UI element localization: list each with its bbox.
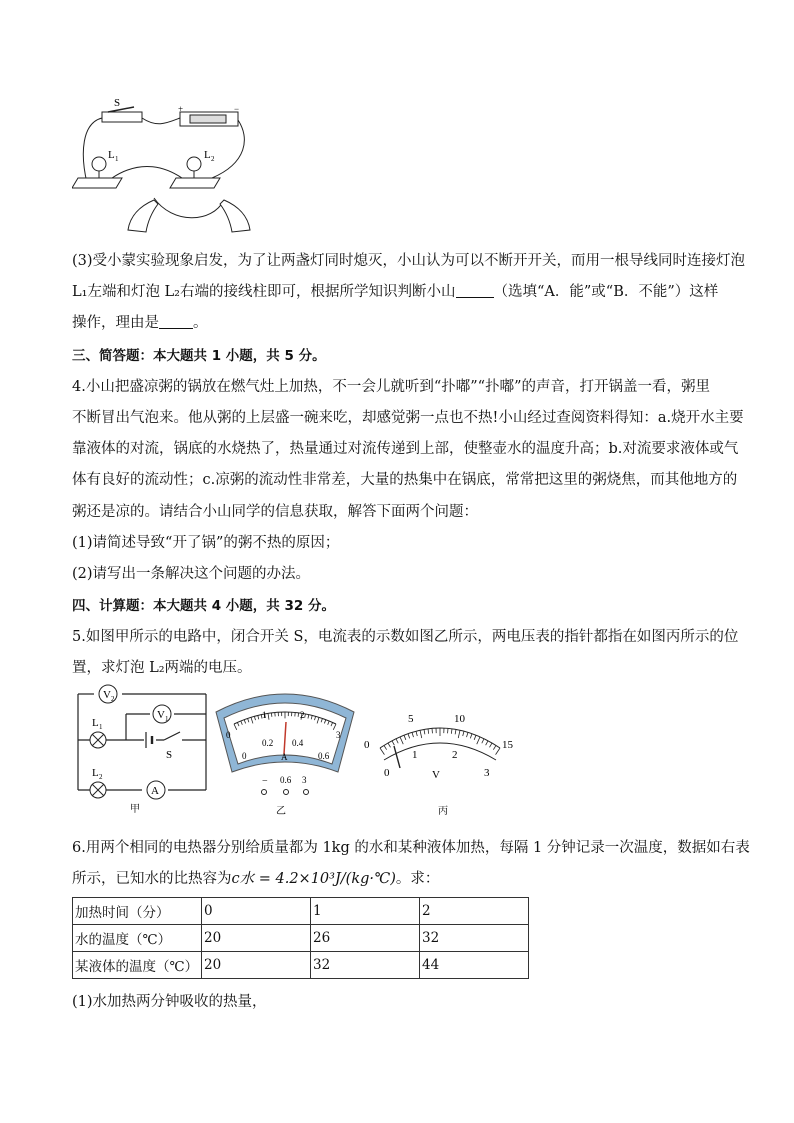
l1-label: L xyxy=(92,717,99,729)
svg-text:3: 3 xyxy=(484,767,490,779)
svg-text:−: − xyxy=(262,776,268,787)
table-row: 水的温度（℃） 20 26 32 xyxy=(73,925,529,952)
q4-line1: 4.小山把盛凉粥的锅放在燃气灶上加热，不一会儿就听到“扑嘟”“扑嘟”的声音，打开锅盖一看，粥里 xyxy=(72,379,710,395)
q3-line3: 操作，理由是 。 xyxy=(72,315,208,331)
section3-heading: 三、简答题：本大题共 1 小题，共 5 分。 xyxy=(72,348,326,364)
meter-tick xyxy=(384,745,387,749)
v2-label: V xyxy=(103,689,111,701)
q4-line3: 靠液体的对流，锅底的水烧热了，热量通过对流传递到上部，使整壶水的温度升高；b.对流要求液体或气 xyxy=(72,441,739,457)
svg-text:1: 1 xyxy=(412,749,418,761)
l2-label: L xyxy=(92,767,99,779)
meter-tick xyxy=(486,741,488,745)
svg-text:15: 15 xyxy=(502,739,513,751)
switch-s-label: S xyxy=(166,749,173,761)
meter-tick xyxy=(467,732,468,737)
answer-blank-2[interactable] xyxy=(159,314,193,329)
svg-text:2: 2 xyxy=(452,749,458,761)
meter-tick xyxy=(424,729,425,734)
meter-tick xyxy=(412,732,413,737)
section4-heading: 四、计算题：本大题共 4 小题，共 32 分。 xyxy=(72,598,335,614)
ammeter-figure-yi xyxy=(212,688,358,816)
meter-tick xyxy=(496,748,500,755)
svg-text:5: 5 xyxy=(408,713,414,725)
svg-text:1: 1 xyxy=(99,723,103,731)
meter-tick xyxy=(416,731,417,736)
table-row: 某液体的温度（℃） 20 32 44 xyxy=(73,952,529,979)
q5-line1: 5.如图甲所示的电路中，闭合开关 S，电流表的示数如图乙所示，两电压表的指针都指在如图丙所示的位 xyxy=(72,629,739,645)
voltmeter-figure-bing xyxy=(360,708,520,816)
meter-tick xyxy=(404,735,406,740)
q4-line4: 体有良好的流动性；c.凉粥的流动性非常差，大量的热集中在锅底，常常把这里的粥烧焦，而其他地方的 xyxy=(72,472,738,488)
svg-text:0.6: 0.6 xyxy=(280,775,292,785)
q6-line2: 所示，已知水的比热容为c水 = 4.2×10³J/(kg·℃)。求： xyxy=(72,871,440,887)
lamp2-label: L xyxy=(204,149,211,161)
meter-tick xyxy=(428,729,429,734)
q4-sub2: (2)请写出一条解决这个问题的办法。 xyxy=(72,566,311,582)
meter-tick xyxy=(400,737,403,744)
q4-line2: 不断冒出气泡来。他从粥的上层盛一碗来吃，却感觉粥一点也不热!小山经过查阅资料得知：a.烧开水主要 xyxy=(72,410,744,426)
meter-tick xyxy=(380,748,384,755)
temperature-table xyxy=(72,897,529,979)
svg-text:0: 0 xyxy=(242,751,247,761)
svg-text:1: 1 xyxy=(165,715,169,723)
specific-heat-formula: c水 = 4.2×10³J/(kg·℃) xyxy=(231,871,396,887)
caption-jia: 甲 xyxy=(130,804,140,814)
svg-text:2: 2 xyxy=(111,695,115,703)
q3-line2: L₁左端和灯泡 L₂右端的接线柱即可，根据所学知识判断小山 （选填“A．能”或“B．不能”）这样 xyxy=(72,284,719,300)
meter-tick xyxy=(470,734,472,739)
svg-text:0: 0 xyxy=(384,767,390,779)
svg-text:1: 1 xyxy=(262,710,267,720)
table-row: 加热时间（分） 0 1 2 xyxy=(73,898,529,925)
svg-text:2: 2 xyxy=(99,773,103,781)
svg-text:0.6: 0.6 xyxy=(318,751,330,761)
caption-yi: 乙 xyxy=(276,806,286,816)
svg-text:+: + xyxy=(178,104,184,114)
meter-tick xyxy=(408,734,410,739)
meter-tick xyxy=(477,737,480,744)
svg-text:3: 3 xyxy=(336,730,341,740)
meter-tick xyxy=(493,745,496,749)
lamp1-label: L xyxy=(108,149,115,161)
meter-tick xyxy=(463,731,464,736)
meter-tick xyxy=(455,729,456,734)
meter-tick xyxy=(420,730,422,738)
circuit-figure-jia xyxy=(70,684,210,814)
caption-bing: 丙 xyxy=(438,806,448,816)
voltmeter-unit: V xyxy=(432,769,440,781)
svg-text:2: 2 xyxy=(211,155,215,163)
q5-line2: 置，求灯泡 L₂两端的电压。 xyxy=(72,660,252,676)
q4-line5: 粥还是凉的。请结合小山同学的信息获取，解答下面两个问题： xyxy=(72,504,478,520)
svg-text:−: − xyxy=(234,104,240,114)
ammeter-unit: A xyxy=(281,752,288,762)
svg-text:3: 3 xyxy=(302,775,307,785)
meter-tick xyxy=(458,730,460,738)
top-circuit-figure xyxy=(72,98,252,234)
switch-label: S xyxy=(114,98,121,109)
meter-tick xyxy=(451,729,452,734)
meter-tick xyxy=(489,743,492,747)
answer-blank-1[interactable] xyxy=(456,283,494,298)
q6-sub1: (1)水加热两分钟吸收的热量， xyxy=(72,994,267,1010)
meter-tick xyxy=(396,739,398,743)
svg-text:0.2: 0.2 xyxy=(262,738,274,748)
meter-tick xyxy=(388,743,391,747)
q6-line1: 6.用两个相同的电热器分别给质量都为 1kg 的水和某种液体加热，每隔 1 分钟记录一次温度，数据如右表 xyxy=(72,840,750,856)
q3-line1: (3)受小蒙实验现象启发，为了让两盏灯同时熄灭，小山认为可以不断开开关，而用一根导线同时连接灯泡 xyxy=(72,253,746,269)
svg-text:2: 2 xyxy=(300,710,305,720)
meter-tick xyxy=(482,739,484,743)
svg-text:10: 10 xyxy=(454,713,465,725)
meter-tick xyxy=(392,741,394,745)
ammeter-a-label: A xyxy=(151,785,159,797)
svg-text:0: 0 xyxy=(364,739,370,751)
svg-text:1: 1 xyxy=(115,155,119,163)
v1-label: V xyxy=(157,709,165,721)
q4-sub1: (1)请简述导致“开了锅”的粥不热的原因； xyxy=(72,535,340,551)
svg-text:0: 0 xyxy=(226,730,231,740)
svg-text:0.4: 0.4 xyxy=(292,738,304,748)
meter-tick xyxy=(474,735,476,740)
